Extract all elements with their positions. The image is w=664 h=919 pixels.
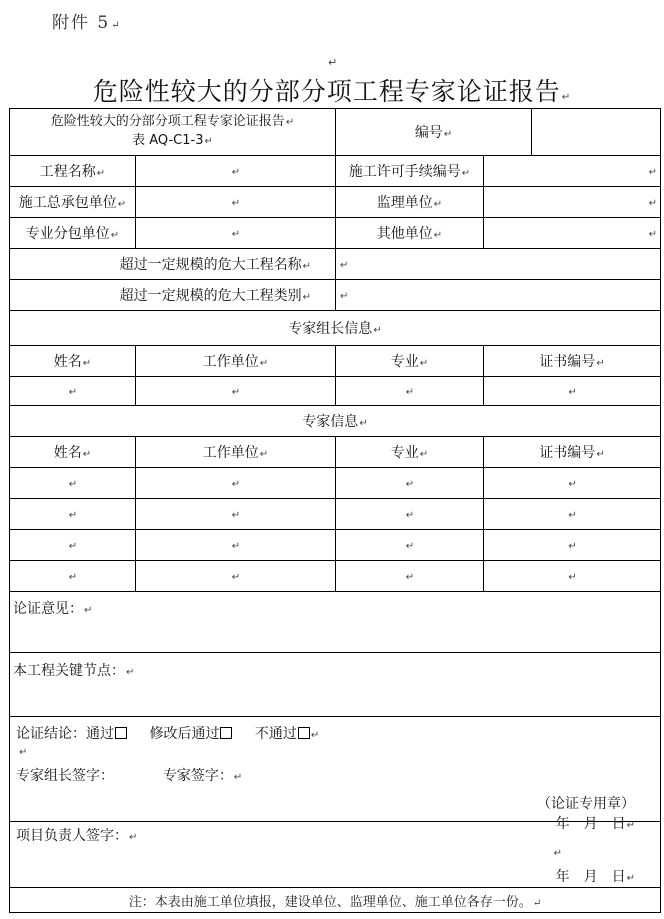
expert-specialty-field[interactable]: ↵ — [336, 468, 484, 499]
expert-unit-field[interactable]: ↵ — [136, 530, 336, 561]
expert-col-cert: 证书编号↵ — [484, 437, 661, 468]
expert-section-title: 专家信息↵ — [10, 406, 661, 437]
contractor-field[interactable]: ↵ — [136, 187, 336, 218]
leader-unit-field[interactable]: ↵ — [136, 377, 336, 406]
expert-col-specialty: 专业↵ — [336, 437, 484, 468]
seal-label: （论证专用章） — [537, 796, 636, 812]
key-nodes-label: 本工程关键节点： — [13, 663, 125, 679]
permit-label: 施工许可手续编号↵ — [336, 156, 484, 187]
option-revise-checkbox[interactable] — [220, 727, 232, 739]
return-mark: ↵ — [19, 747, 28, 758]
expert-name-field[interactable]: ↵ — [10, 468, 136, 499]
leader-col-specialty: 专业↵ — [336, 346, 484, 377]
over-scale-name-field[interactable]: ↵ — [336, 249, 661, 280]
leader-name-field[interactable]: ↵ — [10, 377, 136, 406]
form-name-line2: 表 AQ-C1-3↵ — [132, 133, 213, 148]
expert-row — [10, 530, 661, 561]
key-nodes-cell[interactable]: 本工程关键节点：↵ — [10, 653, 661, 717]
manager-sign-line: 项目负责人签字：↵ — [16, 828, 138, 844]
expert-col-name: 姓名↵ — [10, 437, 136, 468]
subcontractor-label: 专业分包单位↵ — [10, 218, 136, 249]
expert-cert-field[interactable]: ↵ — [484, 468, 661, 499]
expert-specialty-field[interactable]: ↵ — [336, 499, 484, 530]
opinion-label: 论证意见： — [13, 601, 83, 617]
number-field[interactable] — [532, 109, 661, 156]
leader-section-title: 专家组长信息↵ — [10, 311, 661, 346]
expert-name-field[interactable]: ↵ — [10, 561, 136, 592]
leader-col-name: 姓名↵ — [10, 346, 136, 377]
leader-row — [10, 377, 661, 406]
expert-name-field[interactable]: ↵ — [10, 499, 136, 530]
opinion-cell[interactable]: 论证意见：↵ — [10, 592, 661, 653]
expert-cert-field[interactable]: ↵ — [484, 499, 661, 530]
expert-cert-field[interactable]: ↵ — [484, 530, 661, 561]
expert-sign-label: 专家签字： — [162, 768, 233, 784]
attachment-label: 附件 5↵ — [52, 13, 122, 33]
option-pass-checkbox[interactable] — [115, 727, 127, 739]
expert-unit-field[interactable]: ↵ — [136, 561, 336, 592]
conclusion-label: 论证结论： — [16, 726, 86, 742]
expert-row — [10, 499, 661, 530]
project-name-label: 工程名称↵ — [10, 156, 136, 187]
conclusion-line: 论证结论：通过 修改后通过 不通过 ↵ — [16, 726, 320, 742]
over-scale-type-field[interactable]: ↵ — [336, 280, 661, 311]
contractor-label: 施工总承包单位↵ — [10, 187, 136, 218]
return-mark: ↵ — [328, 56, 338, 69]
option-fail-checkbox[interactable] — [298, 727, 310, 739]
subcontractor-field[interactable]: ↵ — [136, 218, 336, 249]
leader-col-cert: 证书编号↵ — [484, 346, 661, 377]
return-mark: ↵ — [553, 848, 563, 859]
leader-col-unit: 工作单位↵ — [136, 346, 336, 377]
option-revise-label: 修改后通过 — [149, 726, 220, 742]
option-pass-label: 通过 — [86, 726, 114, 742]
expert-specialty-field[interactable]: ↵ — [336, 561, 484, 592]
conclusion-date: 年 月 日↵ — [555, 816, 636, 832]
leader-cert-field[interactable]: ↵ — [484, 377, 661, 406]
form-name-cell — [10, 109, 336, 156]
permit-field[interactable]: ↵ — [484, 156, 661, 187]
leader-specialty-field[interactable]: ↵ — [336, 377, 484, 406]
form-name-line1: 危险性较大的分部分项工程专家论证报告↵ — [50, 114, 295, 129]
supervisor-field[interactable]: ↵ — [484, 187, 661, 218]
expert-row — [10, 561, 661, 592]
expert-name-field[interactable]: ↵ — [10, 530, 136, 561]
project-name-field[interactable]: ↵ — [136, 156, 336, 187]
manager-date: 年 月 日↵ — [555, 869, 636, 885]
signature-line: 专家组长签字： 专家签字：↵ — [16, 768, 243, 784]
over-scale-name-label: 超过一定规模的危大工程名称↵ — [10, 249, 336, 280]
manager-sign-label: 项目负责人签字： — [16, 828, 128, 844]
option-fail-label: 不通过 — [254, 726, 297, 742]
footer-note: 注：本表由施工单位填报，建设单位、监理单位、施工单位各存一份。↵ — [10, 888, 661, 913]
expert-row — [10, 468, 661, 499]
number-label: 编号↵ — [336, 109, 532, 156]
expert-col-unit: 工作单位↵ — [136, 437, 336, 468]
supervisor-label: 监理单位↵ — [336, 187, 484, 218]
other-label: 其他单位↵ — [336, 218, 484, 249]
conclusion-cell — [10, 717, 661, 832]
expert-unit-field[interactable]: ↵ — [136, 499, 336, 530]
expert-specialty-field[interactable]: ↵ — [336, 530, 484, 561]
other-field[interactable]: ↵ — [484, 218, 661, 249]
report-form — [9, 108, 661, 913]
page-title: 危险性较大的分部分项工程专家论证报告↵ — [92, 77, 572, 106]
over-scale-type-label: 超过一定规模的危大工程类别↵ — [10, 280, 336, 311]
expert-cert-field[interactable]: ↵ — [484, 561, 661, 592]
leader-sign-label: 专家组长签字： — [16, 768, 114, 784]
expert-unit-field[interactable]: ↵ — [136, 468, 336, 499]
